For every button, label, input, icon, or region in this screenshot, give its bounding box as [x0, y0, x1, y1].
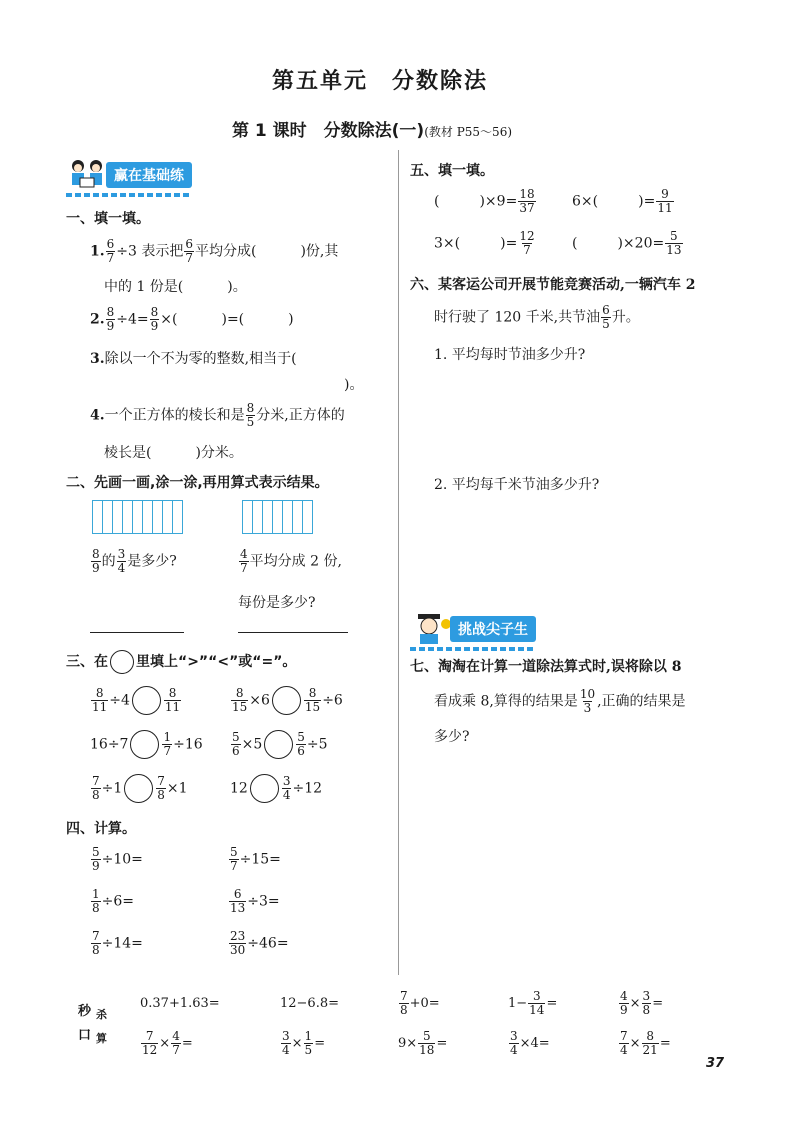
- column-divider: [398, 150, 399, 975]
- calc-item: $\frac{1}{8}$ ÷6=: [92, 887, 135, 915]
- s6-line1: 六、某客运公司开展节能竞赛活动,一辆汽车 2: [410, 277, 696, 293]
- s7-line2: 看成乘 8,算得的结果是 $\frac{10}{3}$ ,正确的结果是: [434, 687, 686, 715]
- s6-line2: 时行驶了 120 千米,共节油 $\frac{6}{5}$ 升。: [434, 303, 640, 331]
- s7-line3: 多少?: [434, 729, 470, 745]
- mental-label-1: 秒: [78, 1004, 92, 1019]
- section-1-heading: 一、填一填。: [66, 211, 150, 227]
- s6-question-1: 1. 平均每时节油多少升?: [434, 347, 586, 363]
- calc-item: $\frac{23}{30}$ ÷46=: [230, 929, 289, 957]
- s5-item-2: 6×( )= $\frac{9}{11}$: [572, 187, 673, 215]
- s2-question-b: $\frac{4}{7}$ 平均分成 2 份,: [240, 547, 342, 575]
- basic-practice-badge: [66, 158, 192, 192]
- textbook-ref: (教材 P55～56): [424, 125, 513, 139]
- mental-item: $\frac{7}{8}$ +0=: [400, 989, 440, 1017]
- s5-item-3: 3×( )= $\frac{12}{7}$: [434, 229, 535, 257]
- answer-line-a[interactable]: [90, 632, 184, 633]
- mental-item: $\frac{7}{4}$ × $\frac{8}{21}$ =: [620, 1029, 671, 1057]
- mental-item: $\frac{7}{12}$ × $\frac{4}{7}$ =: [142, 1029, 193, 1057]
- student-graduate-icon: [410, 612, 454, 646]
- basic-practice-label: 赢在基础练: [106, 162, 192, 188]
- mental-label-3: 口: [78, 1028, 92, 1043]
- mental-item: $\frac{3}{4}$ × $\frac{1}{5}$ =: [282, 1029, 326, 1057]
- mental-label-2: 杀: [96, 1008, 107, 1021]
- mental-item: 0.37+1.63=: [140, 996, 220, 1011]
- compare-circle[interactable]: [264, 730, 293, 759]
- calc-item: $\frac{6}{13}$ ÷3=: [230, 887, 280, 915]
- compare-circle[interactable]: [272, 686, 301, 715]
- challenge-badge: [410, 612, 536, 646]
- section-4-heading: 四、计算。: [66, 821, 136, 837]
- compare-circle[interactable]: [250, 774, 279, 803]
- s1-q1: 1. $\frac{6}{7}$ ÷3 表示把 $\frac{6}{7}$ 平均分成( )份,其: [90, 237, 339, 265]
- compare-item-5: $\frac{7}{8}$ ÷1 $\frac{7}{8}$ ×1: [92, 774, 188, 802]
- s1-q1-line2: 中的 1 份是( )。: [104, 279, 247, 295]
- s7-line1: 七、淘淘在计算一道除法算式时,误将除以 8: [410, 659, 682, 675]
- section-3-heading: 三、在 里填上“>”“<”或“=”。: [66, 650, 296, 674]
- fraction-grid-7[interactable]: [242, 500, 313, 534]
- mental-label-4: 算: [96, 1032, 107, 1045]
- compare-circle[interactable]: [124, 774, 153, 803]
- calc-item: $\frac{5}{9}$ ÷10=: [92, 845, 143, 873]
- challenge-label: 挑战尖子生: [450, 616, 536, 642]
- mental-item: 9× $\frac{5}{18}$ =: [398, 1029, 448, 1057]
- s5-item-1: ( )×9= $\frac{18}{37}$: [434, 187, 535, 215]
- compare-item-6: 12 $\frac{3}{4}$ ÷12: [230, 774, 323, 802]
- s1-q4: 4.一个正方体的棱长和是 $\frac{8}{5}$ 分米,正方体的: [90, 401, 345, 429]
- s5-item-4: ( )×20= $\frac{5}{13}$: [572, 229, 682, 257]
- compare-circle[interactable]: [132, 686, 161, 715]
- compare-item-2: $\frac{8}{15}$ ×6 $\frac{8}{15}$ ÷6: [232, 686, 343, 714]
- calc-item: $\frac{5}{7}$ ÷15=: [230, 845, 281, 873]
- unit-title: 第五单元 分数除法: [272, 69, 489, 94]
- compare-item-4: $\frac{5}{6}$ ×5 $\frac{5}{6}$ ÷5: [232, 730, 328, 758]
- mental-item: $\frac{3}{4}$ ×4=: [510, 1029, 550, 1057]
- mental-item: 12−6.8=: [280, 996, 340, 1011]
- lesson-title: [232, 116, 512, 141]
- compare-item-3: 16÷7 $\frac{1}{7}$ ÷16: [90, 730, 203, 758]
- mental-item: $\frac{4}{9}$ × $\frac{3}{8}$ =: [620, 989, 664, 1017]
- section-2-heading: 二、先画一画,涂一涂,再用算式表示结果。: [66, 475, 329, 491]
- compare-item-1: $\frac{8}{11}$ ÷4 $\frac{8}{11}$: [92, 686, 181, 714]
- mental-item: 1− $\frac{3}{14}$ =: [508, 989, 558, 1017]
- s1-q3-line2: )。: [344, 377, 364, 393]
- students-reading-icon: [66, 158, 110, 192]
- calc-item: $\frac{7}{8}$ ÷14=: [92, 929, 143, 957]
- s2-question-a: $\frac{8}{9}$ 的 $\frac{3}{4}$ 是多少?: [92, 547, 177, 575]
- section-5-heading: 五、填一填。: [410, 163, 494, 179]
- page-number: 37: [706, 1056, 725, 1071]
- s1-q2: 2. $\frac{8}{9}$ ÷4= $\frac{8}{9}$ ×( )=( ): [90, 305, 294, 333]
- fraction-grid-9[interactable]: [92, 500, 183, 534]
- s6-question-2: 2. 平均每千米节油多少升?: [434, 477, 600, 493]
- lesson-name: 第 1 课时 分数除法(一): [232, 121, 425, 141]
- answer-line-b[interactable]: [238, 632, 348, 633]
- s1-q4-line2: 棱长是( )分米。: [104, 445, 243, 461]
- compare-circle[interactable]: [130, 730, 159, 759]
- s1-q3: 3.除以一个不为零的整数,相当于(: [90, 351, 297, 367]
- s2-question-b-line2: 每份是多少?: [238, 595, 316, 611]
